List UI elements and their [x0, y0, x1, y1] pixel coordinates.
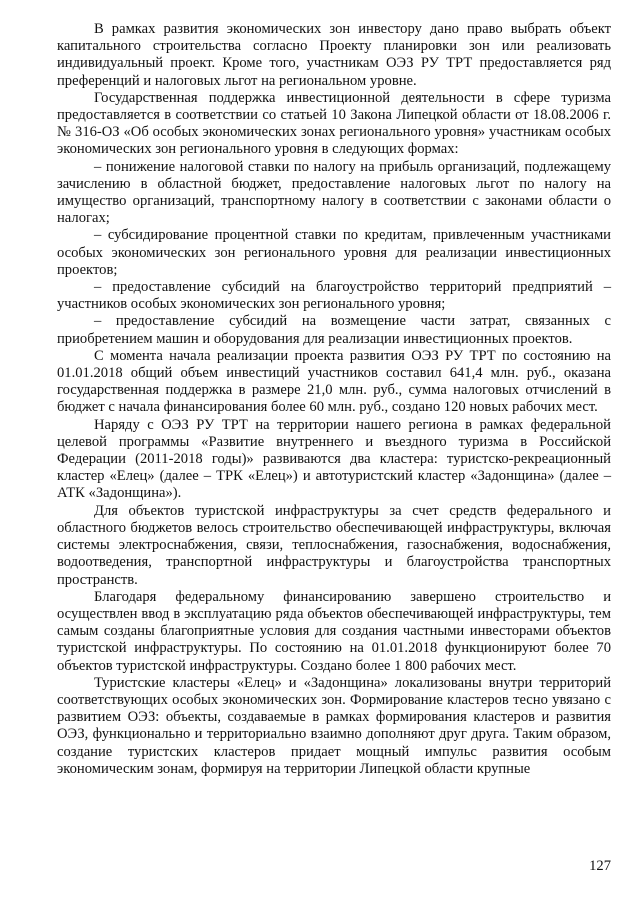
list-item-interest-subsidy: – субсидирование процентной ставки по кредитам, привлеченным участниками особых экономических зон регионального уровня для реализации инвестиционных проектов;: [57, 227, 611, 278]
list-item-equipment-subsidy: – предоставление субсидий на возмещение части затрат, связанных с приобретением машин и оборудования для реализации инвестиционных проектов.: [57, 313, 611, 347]
paragraph-cluster-localization: Туристские кластеры «Елец» и «Задонщина» локализованы внутри территорий соответствующих особых экономических зон. Формирование кластеров тесно увязано с развитием ОЭЗ: объекты, создаваемые в рамках формирования кластеров и развития ОЭЗ, функционально и территориально взаимно дополняют друг друга. Таким образом, создание туристских кластеров придает мощный импульс развития особым экономическим зонам, формируя на территории Липецкой области крупные: [57, 674, 611, 777]
list-item-tax-rate: – понижение налоговой ставки по налогу на прибыль организаций, подлежащему зачислению в областной бюджет, предоставление налоговых льгот по налогу на имущество организаций, транспортному налогу в соответствии с законами области о налогах;: [57, 158, 611, 227]
paragraph-investment-results: С момента начала реализации проекта развития ОЭЗ РУ ТРТ по состоянию на 01.01.2018 общий объем инвестиций участников составил 641,4 млн. руб., оказана государственная поддержка в размере 21,0 млн. руб., сумма налоговых отчислений в бюджет с начала финансирования более 60 млн. руб., создано 120 новых рабочих мест.: [57, 347, 611, 416]
paragraph-clusters: Наряду с ОЭЗ РУ ТРТ на территории нашего региона в рамках федеральной целевой программы «Развитие внутреннего и въездного туризма в Российской Федерации (2011-2018 годы)» развиваются два кластера: туристско-рекреационный кластер «Елец» (далее – ТРК «Елец») и автотуристский кластер «Задонщина» (далее – АТК «Задонщина»).: [57, 416, 611, 502]
document-page: [57, 21, 611, 778]
paragraph-federal-funding: Благодаря федеральному финансированию завершено строительство и осуществлен ввод в эксплуатацию ряда объектов обеспечивающей инфраструктуры, тем самым созданы благоприятные условия для создания частными инвесторами объектов туристской инфраструктуры. По состоянию на 01.01.2018 функционируют более 70 объектов туристской инфраструктуры. Создано более 1 800 рабочих мест.: [57, 588, 611, 674]
paragraph-investor-rights: В рамках развития экономических зон инвестору дано право выбрать объект капитального строительства согласно Проекту планировки зон или реализовать индивидуальный проект. Кроме того, участникам ОЭЗ РУ ТРТ предоставляется ряд преференций и налоговых льгот на региональном уровне.: [57, 21, 611, 89]
list-item-landscaping-subsidy: – предоставление субсидий на благоустройство территорий предприятий – участников особых экономических зон регионального уровня;: [57, 279, 611, 313]
page-number: 127: [589, 858, 611, 874]
paragraph-state-support: Государственная поддержка инвестиционной деятельности в сфере туризма предоставляется в соответствии со статьей 10 Закона Липецкой области от 18.08.2006 г. № 316-ОЗ «Об особых экономических зонах регионального уровня» участникам особых экономических зон регионального уровня в следующих формах:: [57, 89, 611, 158]
paragraph-infrastructure: Для объектов туристской инфраструктуры за счет средств федерального и областного бюджетов велось строительство обеспечивающей инфраструктуры, включая системы электроснабжения, связи, теплоснабжения, газоснабжения, водоснабжения, водоотведения, транспортной инфраструктуры и благоустройства транспортных пространств.: [57, 502, 611, 588]
